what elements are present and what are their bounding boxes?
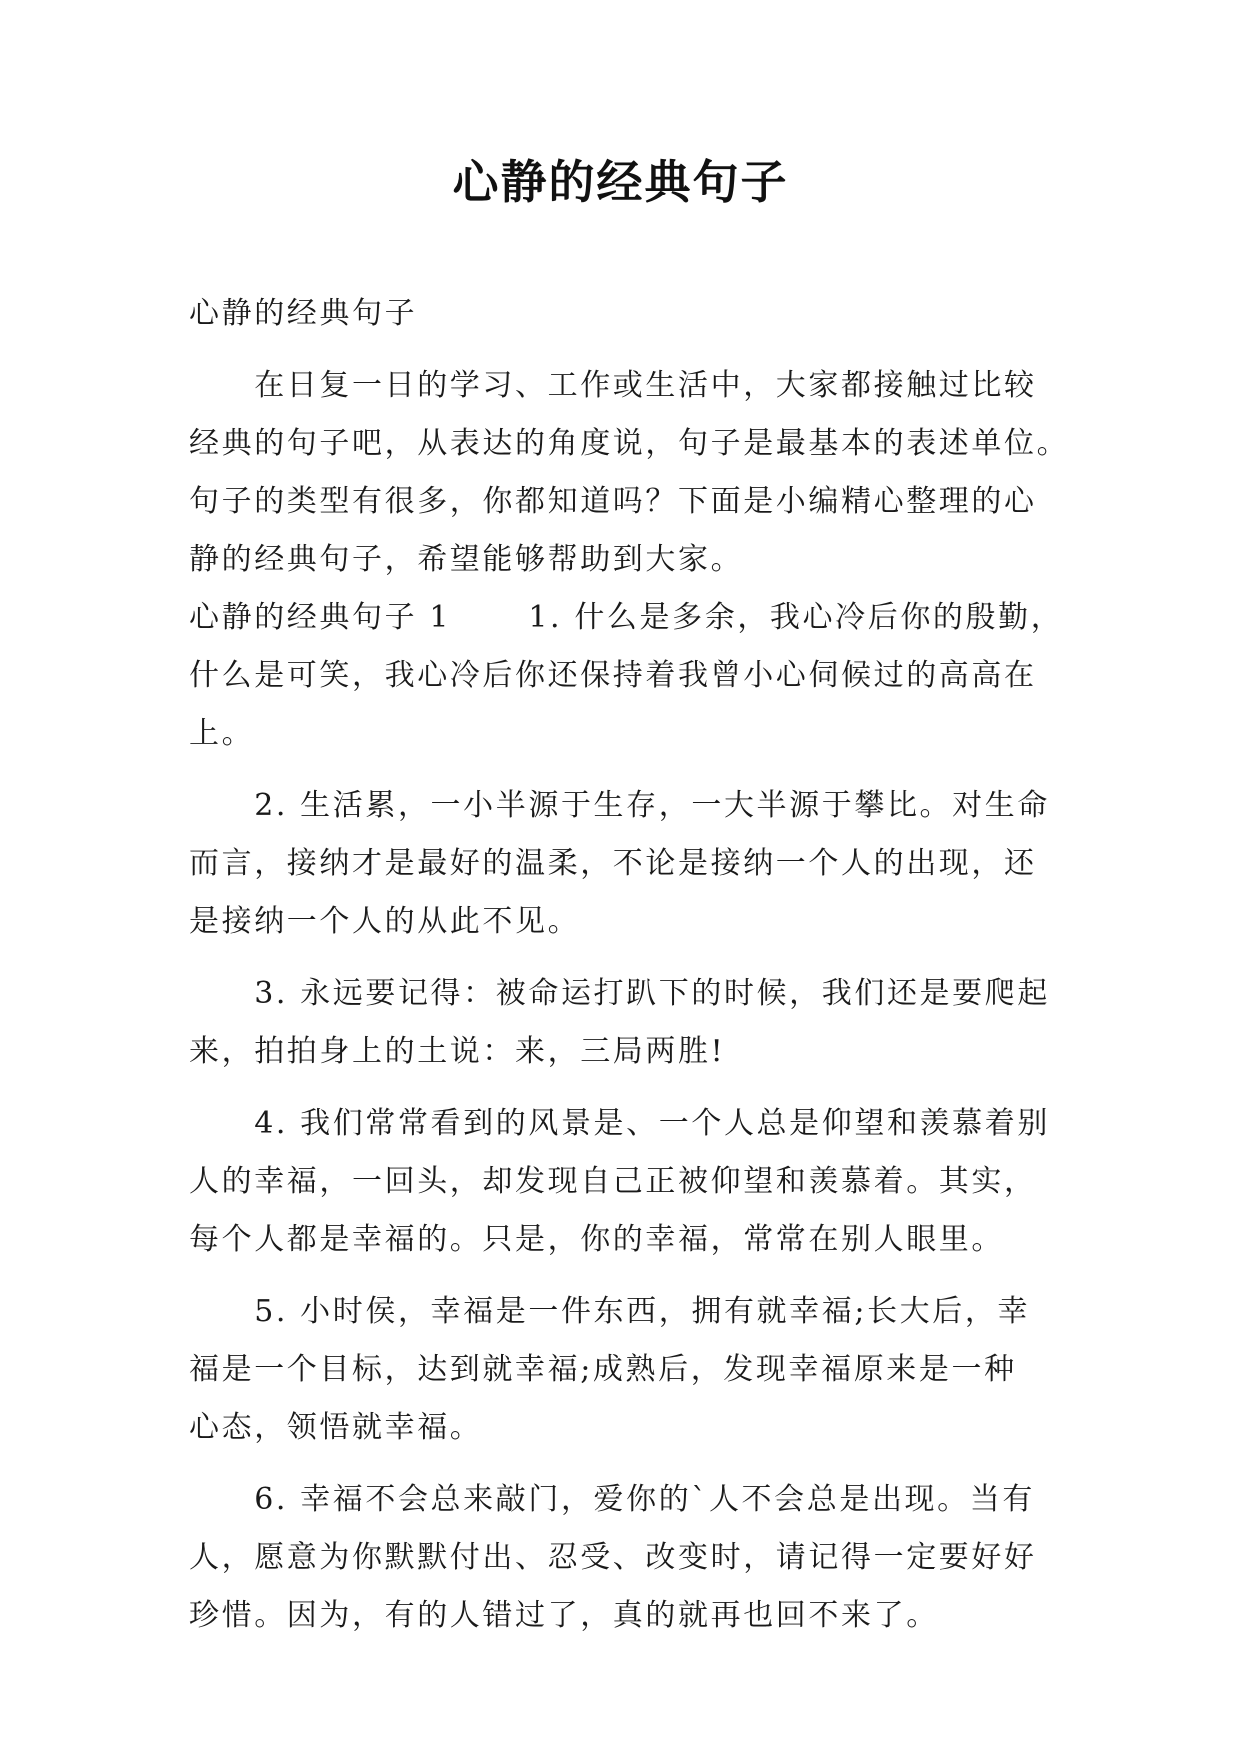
item-1-line: 上。 bbox=[189, 716, 255, 751]
item-2-line: 而言，接纳才是最好的温柔，不论是接纳一个人的出现，还 bbox=[189, 846, 1037, 881]
item-4-line: 每个人都是幸福的。只是，你的幸福，常常在别人眼里。 bbox=[189, 1222, 1004, 1257]
intro-line: 经典的句子吧，从表达的角度说，句子是最基本的表述单位。 bbox=[189, 426, 1070, 461]
item-2-line: 2. 生活累，一小半源于生存，一大半源于攀比。对生命 bbox=[189, 788, 1050, 823]
item-6-line: 人，愿意为你默默付出、忍受、改变时，请记得一定要好好 bbox=[189, 1540, 1037, 1575]
item-5-line: 心态，领悟就幸福。 bbox=[189, 1410, 483, 1445]
item-4-line: 4. 我们常常看到的风景是、一个人总是仰望和羡慕着别 bbox=[189, 1106, 1050, 1141]
document-title: 心静的经典句子 bbox=[452, 155, 789, 209]
subtitle-line: 心静的经典句子 bbox=[189, 296, 418, 331]
item-2-line: 是接纳一个人的从此不见。 bbox=[189, 904, 581, 939]
item-6-line: 珍惜。因为，有的人错过了，真的就再也回不来了。 bbox=[189, 1598, 939, 1633]
section-heading-line: 心静的经典句子 1 1. 什么是多余，我心冷后你的殷勤， bbox=[189, 600, 1064, 635]
intro-line: 在日复一日的学习、工作或生活中，大家都接触过比较 bbox=[189, 368, 1037, 403]
item-6-line: 6. 幸福不会总来敲门，爱你的`人不会总是出现。当有 bbox=[189, 1482, 1035, 1517]
item-1-line: 什么是可笑，我心冷后你还保持着我曾小心伺候过的高高在 bbox=[189, 658, 1037, 693]
item-5-line: 5. 小时侯，幸福是一件东西，拥有就幸福;长大后，幸 bbox=[189, 1294, 1031, 1329]
intro-line: 句子的类型有很多，你都知道吗？下面是小编精心整理的心 bbox=[189, 484, 1037, 519]
item-3-line: 3. 永远要记得：被命运打趴下的时候，我们还是要爬起 bbox=[189, 976, 1050, 1011]
document-body bbox=[189, 285, 1070, 1645]
item-4-line: 人的幸福，一回头，却发现自己正被仰望和羡慕着。其实， bbox=[189, 1164, 1037, 1199]
intro-line: 静的经典句子，希望能够帮助到大家。 bbox=[189, 542, 744, 577]
item-5-line: 福是一个目标，达到就幸福;成熟后，发现幸福原来是一种 bbox=[189, 1352, 1017, 1387]
item-3-line: 来，拍拍身上的土说：来，三局两胜! bbox=[189, 1034, 726, 1069]
